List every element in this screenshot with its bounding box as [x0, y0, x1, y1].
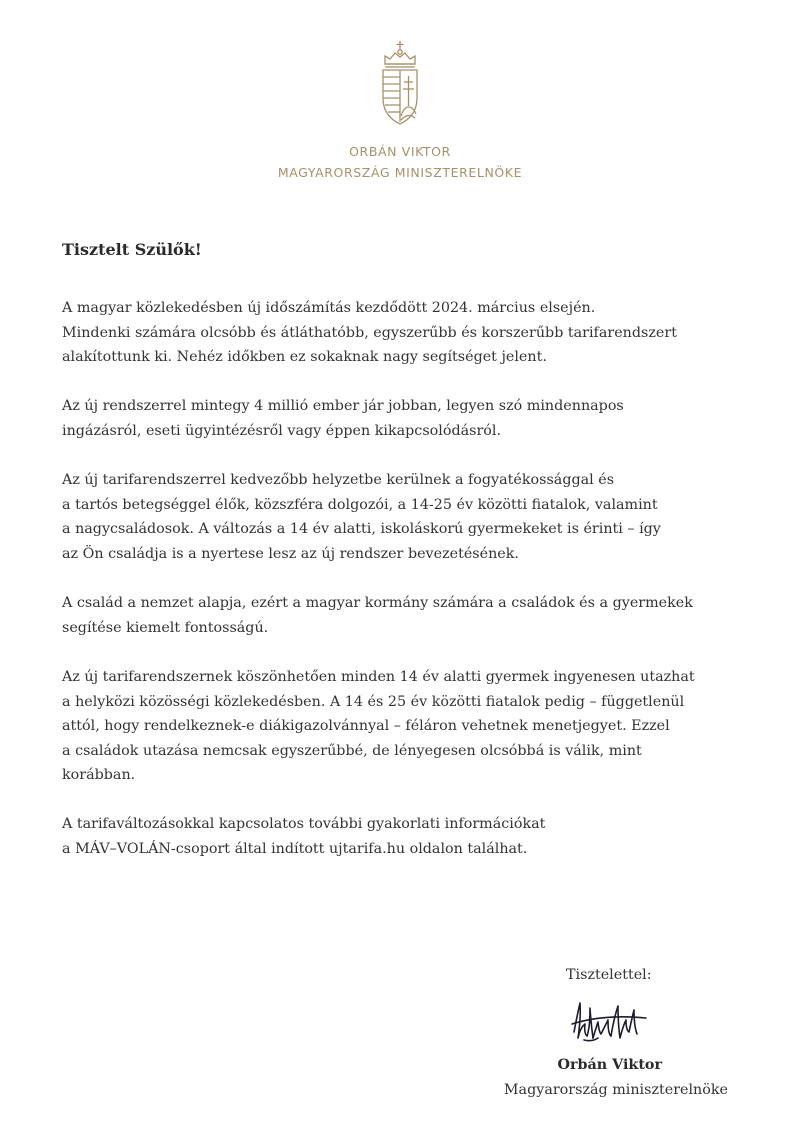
- paragraph: [62, 394, 742, 443]
- text-line: A család a nemzet alapja, ezért a magyar kormány számára a családok és a gyermekek: [62, 595, 693, 612]
- salutation: Tisztelt Szülők!: [62, 240, 202, 259]
- paragraph: [62, 296, 742, 370]
- text-line: Az új rendszerrel mintegy 4 millió ember jár jobban, legyen szó mindennapos: [62, 398, 624, 415]
- text-line: a MÁV–VOLÁN-csoport által indított ujtarifa.hu oldalon találhat.: [62, 841, 528, 858]
- sender-title: MAGYARORSZÁG MINISZTERELNÖKE: [277, 165, 523, 180]
- letter-body: [62, 296, 742, 886]
- text-line: Az új tarifarendszernek köszönhetően minden 14 év alatti gyermek ingyenesen utazhat: [62, 668, 695, 685]
- text-line: A magyar közlekedésben új időszámítás kezdődött 2024. március elsején.: [62, 300, 596, 316]
- text-line: az Ön családja is a nyertese lesz az új rendszer bevezetésének.: [62, 545, 519, 562]
- text-line: alakítottunk ki. Nehéz időkben ez sokaknak nagy segítséget jelent.: [62, 349, 547, 366]
- signer-title: Magyarország miniszterelnöke: [503, 1082, 728, 1098]
- signer-name: Orbán Viktor: [557, 1057, 662, 1073]
- text-line: ingázásról, eseti ügyintézésről vagy éppen kikapcsolódásról.: [62, 422, 502, 439]
- paragraph: [62, 468, 742, 566]
- sender-name: ORBÁN VIKTOR: [349, 144, 451, 159]
- text-line: a tartós betegséggel élők, közszféra dolgozói, a 14-25 év közötti fiatalok, valamint: [62, 496, 658, 513]
- text-line: A tarifaváltozásokkal kapcsolatos további gyakorlati információkat: [62, 816, 546, 833]
- closing: Tisztelettel:: [566, 967, 652, 983]
- handwritten-signature-icon: [568, 998, 650, 1048]
- text-line: Mindenki számára olcsóbb és átláthatóbb, egyszerűbb és korszerűbb tarifarendszert: [62, 324, 677, 341]
- text-line: korábban.: [62, 767, 136, 784]
- paragraph: [62, 665, 742, 788]
- text-line: a nagycsaládosok. A változás a 14 év alatti, iskoláskorú gyermekeket is érinti – így: [62, 521, 661, 538]
- text-line: attól, hogy rendelkeznek-e diákigazolvánnyal – féláron vehetnek menetjegyet. Ezzel: [62, 718, 670, 735]
- text-line: a családok utazása nemcsak egyszerűbbé, de lényegesen olcsóbbá is válik, mint: [62, 742, 642, 759]
- text-line: Az új tarifarendszerrel kedvezőbb helyzetbe kerülnek a fogyatékossággal és: [62, 472, 615, 489]
- text-line: segítése kiemelt fontosságú.: [62, 619, 269, 636]
- paragraph: [62, 812, 742, 861]
- hungarian-coat-of-arms-icon: [377, 40, 423, 126]
- letterhead: [0, 40, 800, 180]
- text-line: a helyközi közösségi közlekedésben. A 14 és 25 év közötti fiatalok pedig – függetlenül: [62, 693, 685, 710]
- paragraph: [62, 591, 742, 640]
